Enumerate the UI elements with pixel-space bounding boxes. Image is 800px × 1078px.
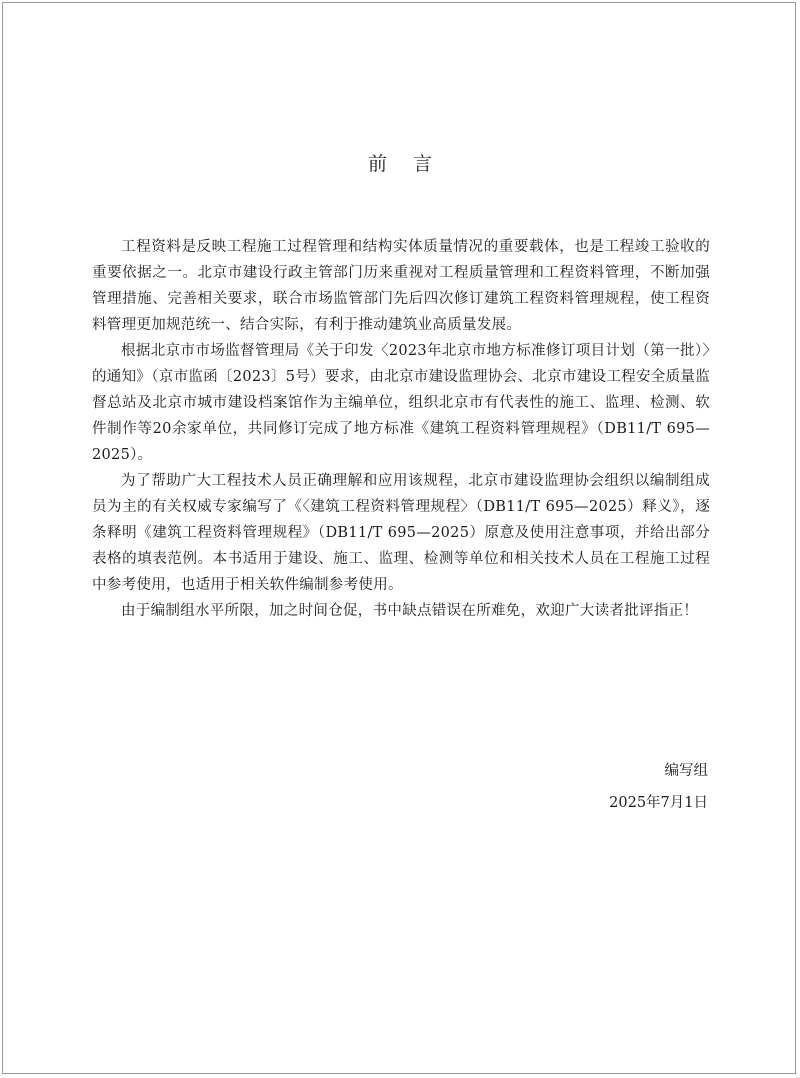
body-text [92,234,710,624]
signature-date: 2025年7月1日 [609,795,708,811]
paragraph-4: 由于编制组水平所限，加之时间仓促，书中缺点错误在所难免，欢迎广大读者批评指正！ [121,603,699,619]
paragraph-2: 根据北京市市场监督管理局《关于印发〈2023年北京市地方标准修订项目计划（第一批）〉的通知》（京市监函〔2023〕5号）要求，由北京市建设监理协会、北京市建设工程安全质量监督总站及北京市城市建设档案馆作为主编单位，组织北京市有代表性的施工、监理、检测、软件制作等20余家单位，共同修订完成了地方标准《建筑工程资料管理规程》（DB11/T 695—2025）。 [92,343,710,463]
signature-block [609,755,708,819]
page-title: 前言 [367,153,458,175]
signature-author: 编写组 [664,763,708,779]
paragraph-3: 为了帮助广大工程技术人员正确理解和应用该规程，北京市建设监理协会组织以编制组成员为主的有关权威专家编写了《〈建筑工程资料管理规程〉（DB11/T 695—2025）释义》，逐条释明《建筑工程资料管理规程》（DB11/T 695—2025）原意及使用注意事项，并给出部分表格的填表范例。本书适用于建设、施工、监理、检测等单位和相关技术人员在工程施工过程中参考使用，也适用于相关软件编制参考使用。 [92,473,710,593]
paragraph-1: 工程资料是反映工程施工过程管理和结构实体质量情况的重要载体，也是工程竣工验收的重要依据之一。北京市建设行政主管部门历来重视对工程质量管理和工程资料管理，不断加强管理措施、完善相关要求，联合市场监管部门先后四次修订建筑工程资料管理规程，使工程资料管理更加规范统一、结合实际，有利于推动建筑业高质量发展。 [92,239,710,333]
